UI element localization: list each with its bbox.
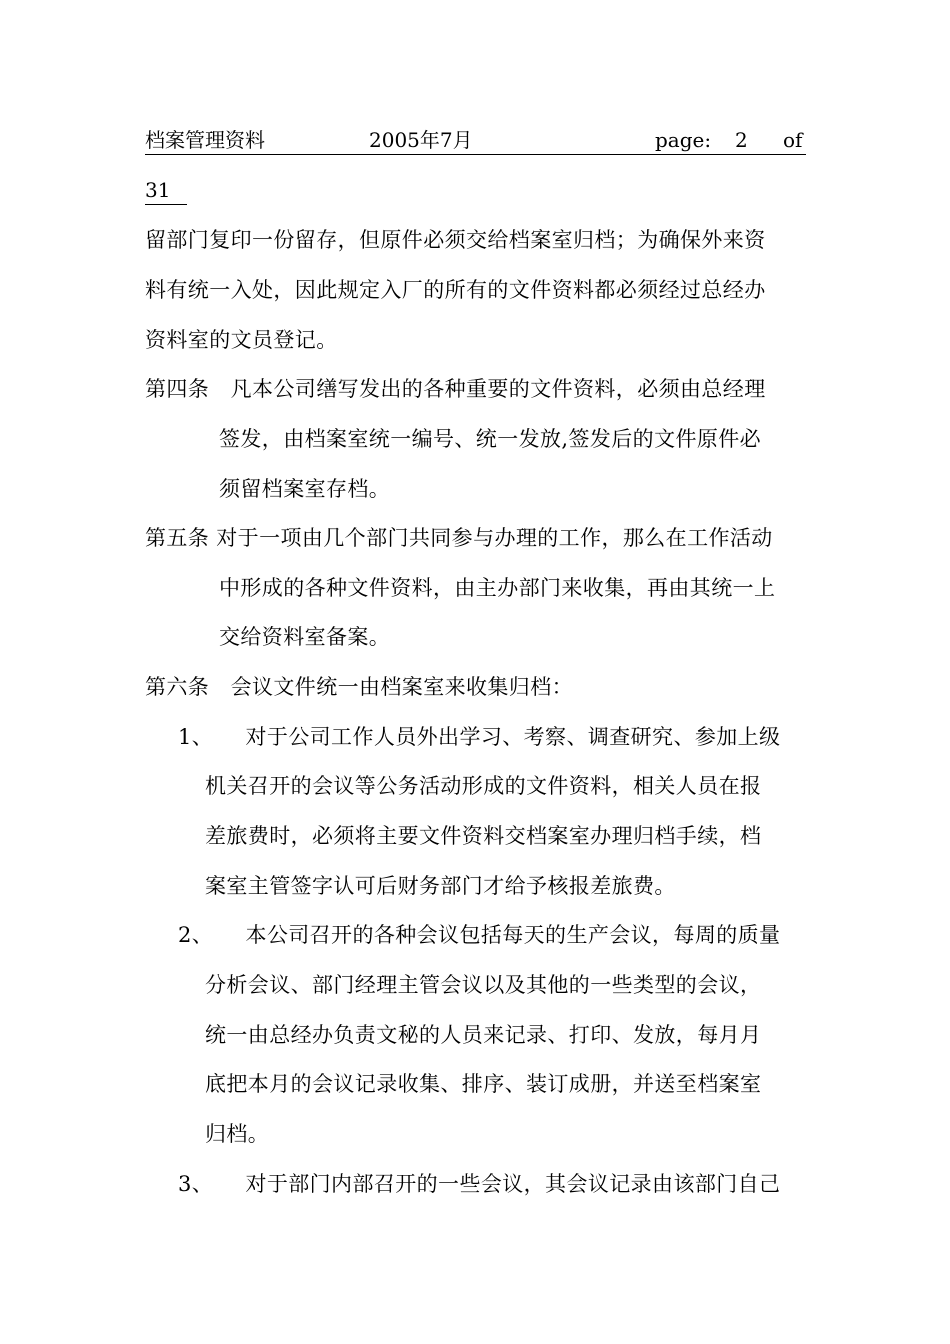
list-item-2-line: 底把本月的会议记录收集、排序、装订成册，并送至档案室 bbox=[205, 1072, 762, 1096]
list-item-2-line: 分析会议、部门经理主管会议以及其他的一些类型的会议， bbox=[205, 973, 762, 997]
header-of-label: of bbox=[783, 128, 803, 152]
list-item-2-line: 归档。 bbox=[205, 1122, 270, 1146]
header-date: 2005年7月 bbox=[369, 128, 473, 152]
list-item-1-line: 1、 对于公司工作人员外出学习、考察、调查研究、参加上级 bbox=[178, 725, 781, 749]
list-item-1-line: 案室主管签字认可后财务部门才给予核报差旅费。 bbox=[205, 874, 676, 898]
article-5-line: 第五条 对于一项由几个部门共同参与办理的工作，那么在工作活动 bbox=[145, 526, 773, 550]
paragraph-line: 料有统一入处，因此规定入厂的所有的文件资料都必须经过总经办 bbox=[145, 278, 766, 302]
article-4-line: 签发，由档案室统一编号、统一发放,签发后的文件原件必 bbox=[219, 427, 762, 451]
list-item-1-line: 机关召开的会议等公务活动形成的文件资料，相关人员在报 bbox=[205, 774, 762, 798]
article-6-line: 第六条 会议文件统一由档案室来收集归档： bbox=[145, 675, 573, 699]
header-title: 档案管理资料 bbox=[145, 128, 265, 152]
header-page-label: page: bbox=[655, 128, 712, 152]
article-4-line: 第四条 凡本公司缮写发出的各种重要的文件资料，必须由总经理 bbox=[145, 377, 766, 401]
paragraph-line: 资料室的文员登记。 bbox=[145, 328, 338, 352]
article-5-line: 中形成的各种文件资料，由主办部门来收集，再由其统一上 bbox=[219, 576, 776, 600]
list-item-2-line: 2、 本公司召开的各种会议包括每天的生产会议，每周的质量 bbox=[178, 923, 781, 947]
paragraph-line: 留部门复印一份留存，但原件必须交给档案室归档；为确保外来资 bbox=[145, 228, 766, 252]
header-page-number: 2 bbox=[735, 128, 748, 152]
list-item-1-line: 差旅费时，必须将主要文件资料交档案室办理归档手续，档 bbox=[205, 824, 762, 848]
article-5-line: 交给资料室备案。 bbox=[219, 625, 391, 649]
list-item-2-line: 统一由总经办负责文秘的人员来记录、打印、发放，每月月 bbox=[205, 1023, 762, 1047]
list-item-3-line: 3、 对于部门内部召开的一些会议，其会议记录由该部门自己 bbox=[178, 1172, 781, 1196]
page-header bbox=[145, 126, 806, 155]
header-total-pages: 31 bbox=[145, 176, 187, 205]
article-4-line: 须留档案室存档。 bbox=[219, 477, 391, 501]
